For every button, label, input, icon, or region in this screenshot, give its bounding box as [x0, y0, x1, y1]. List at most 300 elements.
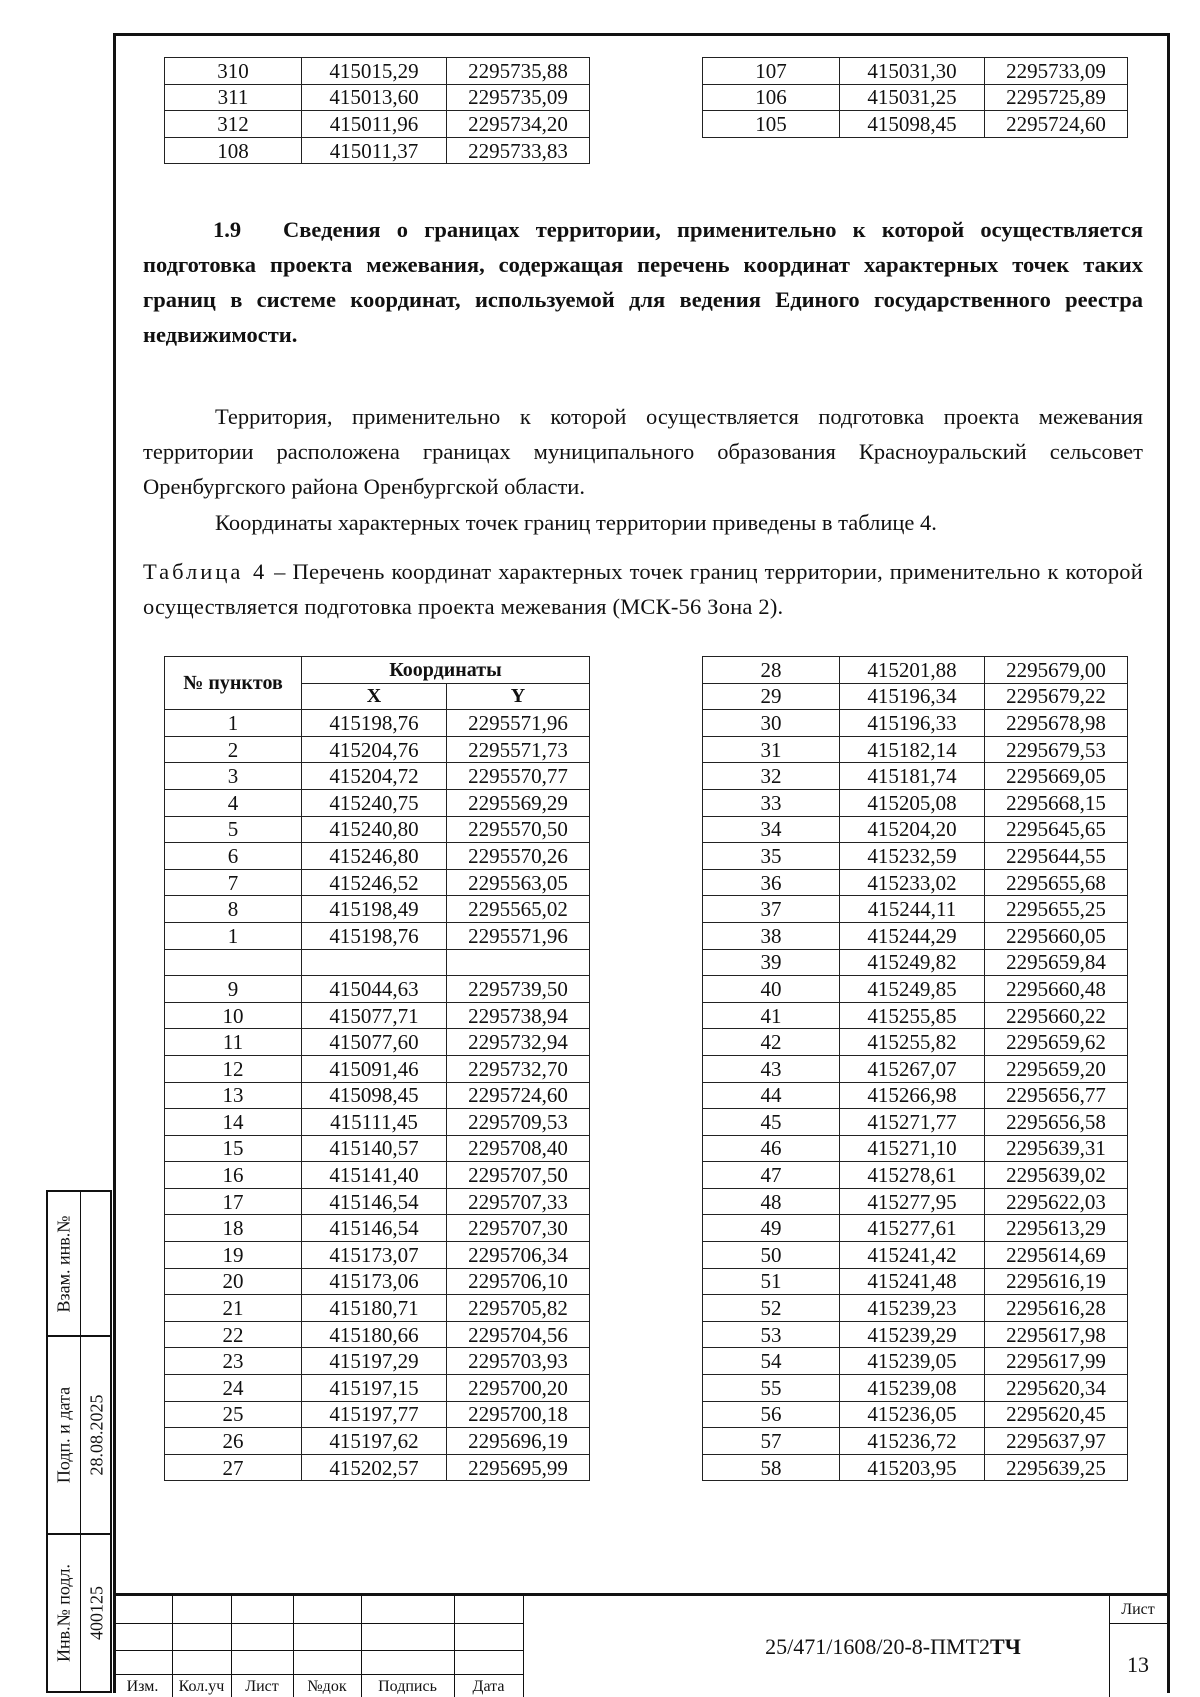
coord-y: 2295733,83	[447, 137, 590, 164]
header-coordinates: Координаты	[302, 657, 590, 684]
coord-x: 415244,29	[840, 922, 985, 949]
stamp-inv-podl	[46, 1533, 112, 1693]
coord-x: 415239,23	[840, 1295, 985, 1322]
coord-x: 415205,08	[840, 789, 985, 816]
coord-x: 415197,29	[302, 1348, 447, 1375]
stamp-vzam-label: Взам. инв.№	[53, 1215, 74, 1312]
header-points: № пунктов	[165, 657, 302, 710]
point-number: 42	[703, 1029, 840, 1056]
table-row	[703, 84, 1128, 111]
table-row	[703, 763, 1128, 790]
coord-y: 2295620,34	[985, 1375, 1128, 1402]
coord-y: 2295563,05	[447, 869, 590, 896]
coord-x: 415013,60	[302, 84, 447, 111]
coord-y: 2295659,62	[985, 1029, 1128, 1056]
coord-y: 2295739,50	[447, 976, 590, 1003]
coord-y: 2295570,26	[447, 843, 590, 870]
coord-x: 415271,77	[840, 1109, 985, 1136]
coord-y: 2295707,30	[447, 1215, 590, 1242]
table-row	[165, 1082, 590, 1109]
tb-sheet-label: Лист	[1121, 1601, 1155, 1618]
coord-x: 415197,15	[302, 1375, 447, 1402]
point-number: 9	[165, 976, 302, 1003]
point-number: 27	[165, 1454, 302, 1481]
coord-x: 415044,63	[302, 976, 447, 1003]
point-number	[165, 949, 302, 976]
table-row	[703, 1454, 1128, 1481]
point-number: 32	[703, 763, 840, 790]
point-number: 312	[165, 111, 302, 138]
table-row	[703, 111, 1128, 138]
continuation-table-right	[702, 57, 1128, 138]
table-row	[703, 58, 1128, 85]
point-number: 36	[703, 869, 840, 896]
point-number: 6	[165, 843, 302, 870]
header-x: X	[302, 683, 447, 710]
point-number: 4	[165, 789, 302, 816]
coord-x: 415201,88	[840, 657, 985, 684]
table-row	[165, 1215, 590, 1242]
coord-y: 2295637,97	[985, 1428, 1128, 1455]
point-number: 34	[703, 816, 840, 843]
table-row	[165, 1029, 590, 1056]
table-row	[165, 1055, 590, 1082]
point-number: 48	[703, 1188, 840, 1215]
coord-y: 2295655,25	[985, 896, 1128, 923]
coord-y: 2295696,19	[447, 1428, 590, 1455]
coord-x: 415241,48	[840, 1268, 985, 1295]
coordinates-table-right	[702, 656, 1128, 1481]
coord-y: 2295669,05	[985, 763, 1128, 790]
point-number: 23	[165, 1348, 302, 1375]
table-row	[165, 1188, 590, 1215]
coord-x: 415077,71	[302, 1002, 447, 1029]
table-row	[165, 1109, 590, 1136]
coordinates-table-left	[164, 656, 590, 1481]
coord-x: 415091,46	[302, 1055, 447, 1082]
table-row	[165, 1295, 590, 1322]
point-number: 40	[703, 976, 840, 1003]
stamp-podp-label: Подп. и дата	[53, 1386, 74, 1484]
point-number: 50	[703, 1242, 840, 1269]
coord-x: 415198,76	[302, 922, 447, 949]
coord-y: 2295617,98	[985, 1321, 1128, 1348]
table-row	[165, 869, 590, 896]
coord-y: 2295700,20	[447, 1375, 590, 1402]
point-number: 46	[703, 1135, 840, 1162]
coord-y: 2295703,93	[447, 1348, 590, 1375]
tb-podpis: Подпись	[378, 1678, 437, 1695]
coord-y	[447, 949, 590, 976]
coord-y: 2295565,02	[447, 896, 590, 923]
table-row	[165, 843, 590, 870]
point-number: 21	[165, 1295, 302, 1322]
coord-y: 2295571,96	[447, 922, 590, 949]
coord-x: 415203,95	[840, 1454, 985, 1481]
coord-x: 415140,57	[302, 1135, 447, 1162]
coord-x: 415031,30	[840, 58, 985, 85]
point-number: 105	[703, 111, 840, 138]
table-row	[165, 111, 590, 138]
coord-y: 2295708,40	[447, 1135, 590, 1162]
coord-y: 2295622,03	[985, 1188, 1128, 1215]
coord-y: 2295644,55	[985, 843, 1128, 870]
coord-y: 2295614,69	[985, 1242, 1128, 1269]
coord-y: 2295645,65	[985, 816, 1128, 843]
table-row	[165, 1242, 590, 1269]
coord-y: 2295707,50	[447, 1162, 590, 1189]
table-row	[703, 869, 1128, 896]
point-number: 31	[703, 736, 840, 763]
point-number: 22	[165, 1321, 302, 1348]
coord-x: 415197,62	[302, 1428, 447, 1455]
coord-y: 2295620,45	[985, 1401, 1128, 1428]
coord-x: 415202,57	[302, 1454, 447, 1481]
coord-x: 415098,45	[840, 111, 985, 138]
coord-x: 415011,96	[302, 111, 447, 138]
coord-y: 2295639,31	[985, 1135, 1128, 1162]
table-row	[165, 896, 590, 923]
coord-y: 2295734,20	[447, 111, 590, 138]
coord-x: 415246,80	[302, 843, 447, 870]
coord-y: 2295656,58	[985, 1109, 1128, 1136]
coord-y: 2295705,82	[447, 1295, 590, 1322]
table-row	[165, 922, 590, 949]
coord-y: 2295678,98	[985, 710, 1128, 737]
paragraph-coordinates: Координаты характерных точек границ территории приведены в таблице 4.	[215, 510, 937, 535]
stamp-inv-label: Инв.№ подл.	[53, 1563, 74, 1663]
point-number: 49	[703, 1215, 840, 1242]
point-number: 38	[703, 922, 840, 949]
coord-x: 415182,14	[840, 736, 985, 763]
point-number: 1	[165, 710, 302, 737]
tb-kol-uch: Кол.уч	[178, 1678, 225, 1695]
coord-y: 2295613,29	[985, 1215, 1128, 1242]
coord-y: 2295659,20	[985, 1055, 1128, 1082]
coord-y: 2295724,60	[447, 1082, 590, 1109]
coord-y: 2295570,50	[447, 816, 590, 843]
coord-y: 2295735,88	[447, 58, 590, 85]
coord-y: 2295704,56	[447, 1321, 590, 1348]
point-number: 41	[703, 1002, 840, 1029]
coord-y: 2295709,53	[447, 1109, 590, 1136]
coord-x: 415198,49	[302, 896, 447, 923]
coord-x: 415249,85	[840, 976, 985, 1003]
point-number: 25	[165, 1401, 302, 1428]
point-number: 12	[165, 1055, 302, 1082]
section-title: Сведения о границах территории, применительно к которой осуществляется подготовка проекта межевания, содержащая перечень координат характерных точек таких границ в системе координат, используемой для ведения Единого государственного реестра недвижимости.	[143, 217, 1143, 347]
coord-x: 415246,52	[302, 869, 447, 896]
table-row	[165, 1135, 590, 1162]
point-number: 45	[703, 1109, 840, 1136]
coord-x: 415266,98	[840, 1082, 985, 1109]
table-row	[703, 896, 1128, 923]
coord-x: 415236,05	[840, 1401, 985, 1428]
point-number: 33	[703, 789, 840, 816]
point-number: 55	[703, 1375, 840, 1402]
point-number: 11	[165, 1029, 302, 1056]
point-number: 311	[165, 84, 302, 111]
table-caption-text: – Перечень координат характерных точек границ территории, применительно к которой осуществляется подготовка проекта межевания (МСК-56 Зона 2).	[143, 559, 1143, 619]
tb-izm: Изм.	[126, 1678, 159, 1695]
table-row	[703, 843, 1128, 870]
table-row	[703, 710, 1128, 737]
coord-x: 415204,76	[302, 736, 447, 763]
point-number: 5	[165, 816, 302, 843]
point-number: 310	[165, 58, 302, 85]
point-number: 1	[165, 922, 302, 949]
coord-x: 415249,82	[840, 949, 985, 976]
coord-y: 2295617,99	[985, 1348, 1128, 1375]
coord-x: 415173,06	[302, 1268, 447, 1295]
table-row	[703, 1109, 1128, 1136]
table-row	[165, 949, 590, 976]
point-number: 16	[165, 1162, 302, 1189]
tb-sheet-number: 13	[1127, 1652, 1149, 1677]
table-row	[165, 58, 590, 85]
section-heading	[143, 212, 1143, 352]
point-number: 7	[165, 869, 302, 896]
header-y: Y	[447, 683, 590, 710]
tb-data: Дата	[472, 1678, 505, 1695]
coord-x: 415241,42	[840, 1242, 985, 1269]
coord-x: 415255,85	[840, 1002, 985, 1029]
point-number: 47	[703, 1162, 840, 1189]
stamp-podp-value: 28.08.2025	[86, 1394, 107, 1476]
table-row	[703, 683, 1128, 710]
coord-x: 415180,66	[302, 1321, 447, 1348]
paragraph-territory: Территория, применительно к которой осуществляется подготовка проекта межевания территории расположена границах муниципального образования Красноуральский сельсовет Оренбургского района Оренбургской области.	[143, 404, 1143, 499]
coord-y: 2295569,29	[447, 789, 590, 816]
table-row	[703, 949, 1128, 976]
coord-x: 415244,11	[840, 896, 985, 923]
point-number: 14	[165, 1109, 302, 1136]
point-number: 56	[703, 1401, 840, 1428]
coord-y: 2295724,60	[985, 111, 1128, 138]
point-number: 53	[703, 1321, 840, 1348]
coord-y: 2295679,22	[985, 683, 1128, 710]
coord-y: 2295656,77	[985, 1082, 1128, 1109]
coord-y: 2295679,53	[985, 736, 1128, 763]
coord-y: 2295700,18	[447, 1401, 590, 1428]
table-caption	[143, 554, 1143, 624]
coord-y: 2295706,34	[447, 1242, 590, 1269]
point-number: 30	[703, 710, 840, 737]
section-number: 1.9	[213, 217, 242, 242]
coord-x: 415267,07	[840, 1055, 985, 1082]
table-row	[703, 1348, 1128, 1375]
point-number: 44	[703, 1082, 840, 1109]
table-row	[703, 1321, 1128, 1348]
coord-x: 415077,60	[302, 1029, 447, 1056]
table-row	[165, 1428, 590, 1455]
coord-y: 2295738,94	[447, 1002, 590, 1029]
coord-y: 2295571,73	[447, 736, 590, 763]
coord-y: 2295725,89	[985, 84, 1128, 111]
point-number: 106	[703, 84, 840, 111]
table-row	[165, 1401, 590, 1428]
table-row	[165, 137, 590, 164]
point-number: 28	[703, 657, 840, 684]
point-number: 26	[165, 1428, 302, 1455]
coord-x: 415277,61	[840, 1215, 985, 1242]
coord-y: 2295570,77	[447, 763, 590, 790]
point-number: 54	[703, 1348, 840, 1375]
point-number: 10	[165, 1002, 302, 1029]
coord-x: 415204,72	[302, 763, 447, 790]
coord-y: 2295735,09	[447, 84, 590, 111]
point-number: 18	[165, 1215, 302, 1242]
continuation-table-left	[164, 57, 590, 164]
coord-x: 415181,74	[840, 763, 985, 790]
table-row	[165, 1268, 590, 1295]
table-row	[165, 1375, 590, 1402]
coord-y: 2295659,84	[985, 949, 1128, 976]
stamp-podp-data	[46, 1335, 112, 1535]
stamp-inv-value: 400125	[86, 1586, 107, 1640]
coord-y: 2295695,99	[447, 1454, 590, 1481]
point-number: 39	[703, 949, 840, 976]
coord-x: 415098,45	[302, 1082, 447, 1109]
table-row	[703, 736, 1128, 763]
coord-x: 415278,61	[840, 1162, 985, 1189]
table-row	[703, 1401, 1128, 1428]
coord-x: 415015,29	[302, 58, 447, 85]
coord-x: 415011,37	[302, 137, 447, 164]
table-row	[165, 1321, 590, 1348]
point-number: 24	[165, 1375, 302, 1402]
coord-x: 415236,72	[840, 1428, 985, 1455]
point-number: 43	[703, 1055, 840, 1082]
coord-x: 415173,07	[302, 1242, 447, 1269]
table-row	[703, 922, 1128, 949]
table-row	[165, 763, 590, 790]
table-row	[165, 976, 590, 1003]
point-number: 20	[165, 1268, 302, 1295]
coord-y: 2295706,10	[447, 1268, 590, 1295]
table-row	[703, 1375, 1128, 1402]
table-row	[703, 1082, 1128, 1109]
point-number: 57	[703, 1428, 840, 1455]
point-number: 8	[165, 896, 302, 923]
point-number: 58	[703, 1454, 840, 1481]
point-number: 35	[703, 843, 840, 870]
coord-x: 415196,33	[840, 710, 985, 737]
table-row	[165, 710, 590, 737]
document-code-main: 25/471/1608/20-8-ПМТ2	[765, 1634, 991, 1659]
point-number: 2	[165, 736, 302, 763]
table-row	[703, 789, 1128, 816]
coord-x: 415197,77	[302, 1401, 447, 1428]
table-row	[703, 1295, 1128, 1322]
table-row	[165, 84, 590, 111]
coord-y: 2295660,05	[985, 922, 1128, 949]
coord-y: 2295616,28	[985, 1295, 1128, 1322]
coord-x: 415277,95	[840, 1188, 985, 1215]
tb-ndok: №док	[307, 1678, 347, 1695]
coord-x	[302, 949, 447, 976]
point-number: 51	[703, 1268, 840, 1295]
point-number: 52	[703, 1295, 840, 1322]
table-row	[703, 657, 1128, 684]
document-code-suffix: ТЧ	[990, 1634, 1021, 1659]
coord-y: 2295616,19	[985, 1268, 1128, 1295]
coord-x: 415031,25	[840, 84, 985, 111]
coord-x: 415141,40	[302, 1162, 447, 1189]
table-row	[703, 1242, 1128, 1269]
coord-y: 2295707,33	[447, 1188, 590, 1215]
coord-y: 2295732,94	[447, 1029, 590, 1056]
table-row	[703, 1428, 1128, 1455]
table-row	[165, 736, 590, 763]
point-number: 15	[165, 1135, 302, 1162]
table-row	[703, 976, 1128, 1003]
table-caption-label: Таблица 4	[143, 559, 268, 584]
point-number: 107	[703, 58, 840, 85]
coord-y: 2295639,25	[985, 1454, 1128, 1481]
table-row	[703, 1215, 1128, 1242]
table-row	[703, 816, 1128, 843]
point-number: 19	[165, 1242, 302, 1269]
table-row	[165, 1348, 590, 1375]
point-number: 3	[165, 763, 302, 790]
point-number: 17	[165, 1188, 302, 1215]
coord-x: 415239,08	[840, 1375, 985, 1402]
coord-y: 2295571,96	[447, 710, 590, 737]
tb-list: Лист	[245, 1678, 279, 1695]
coord-x: 415232,59	[840, 843, 985, 870]
coord-y: 2295660,22	[985, 1002, 1128, 1029]
table-row	[703, 1002, 1128, 1029]
point-number: 108	[165, 137, 302, 164]
coord-y: 2295655,68	[985, 869, 1128, 896]
table-row	[703, 1029, 1128, 1056]
coord-x: 415196,34	[840, 683, 985, 710]
coord-x: 415146,54	[302, 1188, 447, 1215]
coord-x: 415255,82	[840, 1029, 985, 1056]
coord-y: 2295639,02	[985, 1162, 1128, 1189]
stamp-vzam-inv	[46, 1190, 112, 1337]
coord-x: 415240,75	[302, 789, 447, 816]
table-row	[703, 1162, 1128, 1189]
coord-x: 415146,54	[302, 1215, 447, 1242]
table-row	[165, 816, 590, 843]
coord-x: 415271,10	[840, 1135, 985, 1162]
point-number: 13	[165, 1082, 302, 1109]
point-number: 29	[703, 683, 840, 710]
coord-x: 415239,29	[840, 1321, 985, 1348]
document-code	[673, 1634, 1113, 1660]
coord-x: 415233,02	[840, 869, 985, 896]
coord-x: 415204,20	[840, 816, 985, 843]
coord-y: 2295660,48	[985, 976, 1128, 1003]
coord-x: 415240,80	[302, 816, 447, 843]
coord-y: 2295679,00	[985, 657, 1128, 684]
table-row	[703, 1055, 1128, 1082]
table-row	[703, 1135, 1128, 1162]
table-row	[165, 789, 590, 816]
coord-x: 415198,76	[302, 710, 447, 737]
coord-x: 415180,71	[302, 1295, 447, 1322]
coord-y: 2295668,15	[985, 789, 1128, 816]
coord-y: 2295733,09	[985, 58, 1128, 85]
coord-y: 2295732,70	[447, 1055, 590, 1082]
title-block	[113, 1593, 1170, 1697]
coord-x: 415111,45	[302, 1109, 447, 1136]
point-number: 37	[703, 896, 840, 923]
table-row	[165, 1162, 590, 1189]
table-row	[703, 1268, 1128, 1295]
